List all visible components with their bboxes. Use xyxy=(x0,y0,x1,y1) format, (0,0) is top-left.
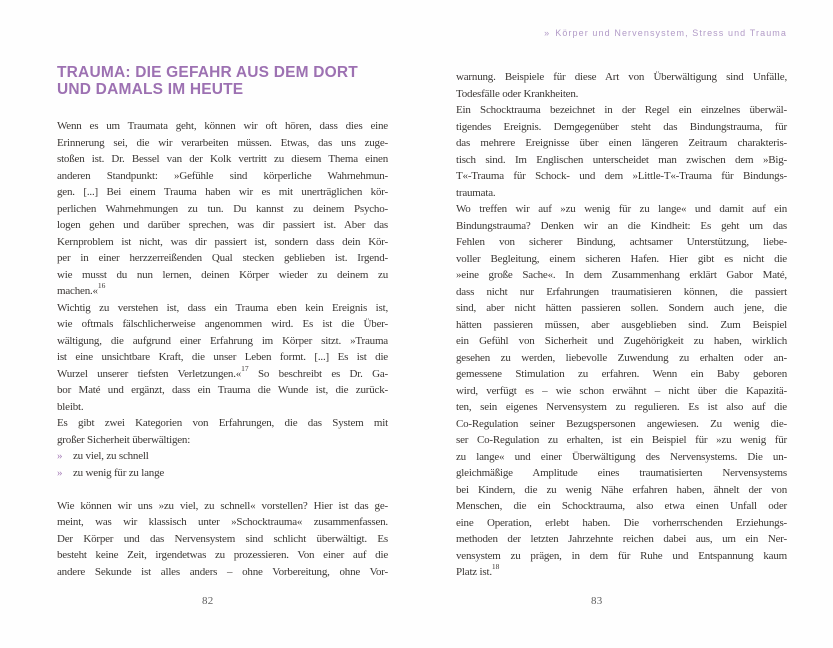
text-line: wie oftmals fälschlicherweise angenommen wird. Es ist die Über- xyxy=(57,318,388,330)
text-line: gen. [...] Bei einem Trauma haben wir es mit unerträglichen kör- xyxy=(57,186,388,198)
text-line: das mehrere Ereignisse über einen längeren Zeitraum charakteris- xyxy=(456,137,787,149)
paragraph xyxy=(456,201,787,581)
header-marker-icon: » xyxy=(544,28,551,38)
text-line: T«-Trauma für Schock- und dem »Little-T«-Trauma für Bindungs- xyxy=(456,170,787,182)
right-page-body xyxy=(456,69,787,581)
text-line: zu lange« und einer Überwältigung des Nervensystems. Die un- xyxy=(456,450,787,463)
left-page xyxy=(57,65,388,580)
running-header-text: Körper und Nervensystem, Stress und Trauma xyxy=(555,28,787,38)
text-line: großer Sicherheit überwältigen: xyxy=(57,433,191,446)
paragraph xyxy=(57,118,388,300)
footnote-ref: 16 xyxy=(97,281,106,291)
bullet-list xyxy=(57,448,388,481)
text-line: ist eine unsichtbare Kraft, die unser Leben formt. [...] Es ist die xyxy=(57,351,388,363)
text-line: Wichtig zu verstehen ist, dass ein Trauma eben kein Ereignis ist, xyxy=(57,301,388,314)
text-line: Es gibt zwei Kategorien von Erfahrungen, die das System mit xyxy=(57,417,388,429)
text-line: sind, aber nicht hätten passieren sollen. Sondern auch jene, die xyxy=(456,302,787,314)
text-line: Der Körper und das Nervensystem sind schlicht überwältigt. Es xyxy=(57,532,388,545)
text-line: ten, sein eigenes Nervensystem zu regulieren. Es ist also auf die xyxy=(456,401,787,413)
text-line: tigendes Ereignis. Demgegenüber steht das Bindungstrauma, für xyxy=(456,120,787,133)
text-line: Ein Schocktrauma bezeichnet in der Regel ein einzelnes überwäl- xyxy=(456,104,787,116)
bullet-text: zu wenig für zu lange xyxy=(73,466,165,479)
left-page-body xyxy=(57,118,388,580)
bullet-item xyxy=(57,465,388,482)
text-line: per in einer herzzerreißenden Qual stecken geblieben ist. Irgend- xyxy=(57,252,388,264)
text-line: Wurzel unserer tiefsten Verletzungen.«$^{17}$ So beschreibt es Dr. Ga- xyxy=(57,363,388,380)
text-line: besteht keine Zeit, irgendetwas zu prozessieren. Von einer auf die xyxy=(57,549,388,561)
text-line: andere Sekunde ist alles anders – ohne Vorbereitung, ohne Vor- xyxy=(57,565,388,578)
text-line: wältigung, die aufgrund einer Erfahrung im Körper sitzt. »Trauma xyxy=(57,334,388,347)
text-line: Fehlen von sicherer Bindung, achtsamer Unterstützung, liebe- xyxy=(456,236,787,248)
text-line: bleibt. xyxy=(57,400,84,413)
text-line: Todesfälle oder Krankheiten. xyxy=(456,87,579,100)
page-number-left: 82 xyxy=(202,595,214,607)
text-line: machen.«$^{16}$ xyxy=(57,281,106,297)
text-line: perlichen Wahrnehmungen zu tun. Du kannst zu deinem Psycho- xyxy=(57,202,388,215)
text-line: gemessene Stimulation zu erfahren. Wenn ein Baby geboren xyxy=(456,368,787,380)
running-header xyxy=(456,28,787,38)
text-line: wie musst du nun lernen, deinen Körper wieder zu deinem zu xyxy=(57,268,388,281)
bullet-text: zu viel, zu schnell xyxy=(73,450,149,462)
chapter-title-line-2: UND DAMALS IM HEUTE xyxy=(57,80,244,98)
paragraph xyxy=(57,300,388,416)
text-line: gleichmäßige Amplitude eines traumatisierten Nervensystems xyxy=(456,467,787,479)
text-line: Erinnerung sei, die wir verarbeiten müssen. Etwas, das uns zuge- xyxy=(57,136,388,149)
text-line: dass nicht nur Erfahrungen traumatisieren können, die passiert xyxy=(456,285,787,298)
text-line: Platz ist.$^{18}$ xyxy=(456,562,500,578)
text-line: Menschen, die ein Schocktrauma, also etwa einen Unfall oder xyxy=(456,500,787,512)
footnote-ref: 17 xyxy=(241,363,249,373)
text-line: ein Gefühl von Sicherheit und Zugehörigkeit zu haben, wirklich xyxy=(456,335,787,347)
text-line: ser Co-Regulation zu erhalten, ist ein Beispiel für »zu wenig für xyxy=(456,434,787,446)
bullet-item xyxy=(57,448,388,465)
text-line: bei Kindern, die zu wenig Nähe erfahren haben, ähnelt der von xyxy=(456,483,787,496)
text-line: Co-Regulation seiner Bezugspersonen angewiesen. Zu wenig die- xyxy=(456,417,787,430)
text-line: hätten passieren müssen, aber ausgeblieben sind. Zum Beispiel xyxy=(456,318,787,331)
chapter-title xyxy=(57,65,388,98)
bullet-marker-icon: » xyxy=(57,466,63,479)
footnote-ref: 18 xyxy=(491,562,500,572)
text-line: bor Maté und ergänzt, dass ein Trauma die Wunde ist, die zurück- xyxy=(57,384,388,396)
text-line: vensystem zu prägen, in dem für Ruhe und Entspannung kaum xyxy=(456,549,787,562)
text-line: eine Operation, erlebt haben. Die vorherrschenden Erziehungs- xyxy=(456,516,787,529)
bullet-marker-icon: » xyxy=(57,450,63,462)
right-page xyxy=(456,28,787,581)
text-line: »eine große Sache«. In dem Zusammenhang erklärt Gabor Maté, xyxy=(456,269,787,281)
text-line: Wenn es um Traumata geht, können wir oft hören, dass dies eine xyxy=(57,120,388,132)
text-line: Kernproblem ist nicht, was dir passiert ist, sondern dass dein Kör- xyxy=(57,235,388,248)
paragraph xyxy=(456,102,787,201)
chapter-title-line-1: TRAUMA: DIE GEFAHR AUS DEM DORT xyxy=(57,64,358,81)
text-line: anderen Standpunkt: »Gefühle sind körperliche Wahrnehmun- xyxy=(57,169,388,182)
paragraph xyxy=(57,415,388,448)
page-number-right: 83 xyxy=(591,595,603,607)
text-line: methoden der letzten Jahrzehnte reichen dabei aus, um ein Ner- xyxy=(456,533,787,545)
text-line: traumata. xyxy=(456,186,496,199)
text-line: meint, was wir klassisch unter »Schocktrauma« zusammenfassen. xyxy=(57,516,388,528)
text-line: Bindungstrauma? Denken wir an die Kindheit: Es geht um das xyxy=(456,219,787,232)
text-line: warnung. Beispiele für diese Art von Überwältigung sind Unfälle, xyxy=(456,71,787,83)
text-line: Wie können wir uns »zu viel, zu schnell« vorstellen? Hier ist das ge- xyxy=(57,499,388,512)
text-line: wird, verfügt es – wie schon erwähnt – nicht über die Kapazitä- xyxy=(456,384,787,397)
text-line: voller Begleitung, einem sicheren Hafen. Hier gibt es nicht die xyxy=(456,252,787,265)
text-line: stoßen ist. Dr. Bessel van der Kolk vertritt zu diesem Thema einen xyxy=(57,153,388,165)
text-line: gesehen zu werden, liebevolle Zuwendung zu erhalten oder an- xyxy=(456,351,787,364)
paragraph xyxy=(456,69,787,102)
text-line: tisch sind. Im Englischen unterscheidet man zwischen dem »Big- xyxy=(456,153,787,166)
paragraph xyxy=(57,498,388,581)
text-line: logen gehen und darüber sprechen, was dir passiert ist. Aber das xyxy=(57,219,388,231)
text-line: Wo treffen wir auf »zu wenig für zu lange« und damit auf ein xyxy=(456,203,787,215)
